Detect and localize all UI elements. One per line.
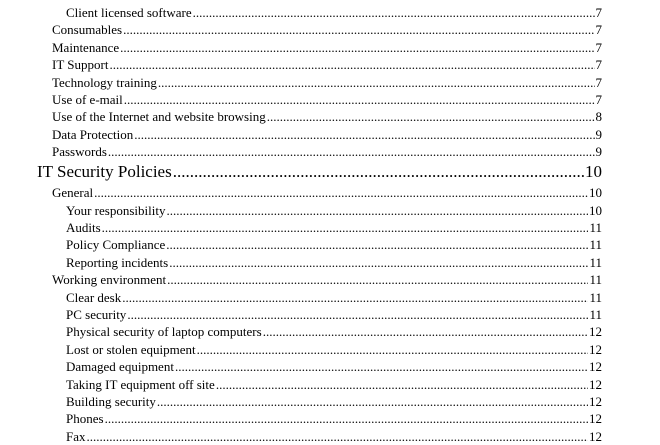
toc-page-number: 7	[595, 39, 602, 55]
toc-entry[interactable]	[52, 56, 602, 73]
toc-dot-leader	[158, 74, 595, 91]
toc-entry[interactable]	[52, 184, 602, 201]
toc-dot-leader	[169, 254, 588, 271]
toc-page-number: 7	[595, 92, 602, 107]
toc-dot-leader	[87, 428, 589, 445]
toc-dot-leader	[134, 126, 594, 143]
toc-dot-leader	[108, 143, 595, 160]
toc-page-number: 11	[589, 289, 602, 305]
toc-entry[interactable]	[66, 236, 602, 253]
toc-dot-leader	[166, 236, 588, 253]
toc-entry-title: Technology training	[52, 74, 157, 90]
toc-entry[interactable]	[52, 39, 602, 56]
toc-dot-leader	[157, 393, 588, 410]
toc-entry-title: Client licensed software	[66, 5, 192, 20]
toc-entry-title: Consumables	[52, 22, 123, 38]
toc-dot-leader	[175, 358, 588, 375]
toc-entry[interactable]	[52, 74, 602, 91]
toc-entry-title: Policy Compliance	[66, 237, 166, 253]
toc-page-number: 11	[589, 237, 602, 253]
toc-entry-title: IT Support	[52, 57, 109, 73]
toc-page-number: 11	[589, 219, 602, 235]
toc-page-number: 10	[589, 185, 602, 201]
toc-dot-leader	[102, 219, 589, 236]
toc-entry[interactable]	[66, 341, 602, 358]
toc-page-number: 7	[595, 74, 602, 90]
toc-dot-leader	[124, 91, 595, 108]
toc-entry-title: Building security	[66, 393, 156, 409]
toc-dot-leader	[105, 410, 588, 427]
toc-dot-leader	[127, 306, 588, 323]
toc-entry[interactable]	[52, 91, 602, 108]
toc-entry-title: Passwords	[52, 144, 107, 160]
toc-entry[interactable]	[66, 393, 602, 410]
toc-entry-title: Maintenance	[52, 39, 120, 55]
toc-entry-title: Use of e-mail	[52, 92, 123, 107]
toc-page-number: 12	[589, 376, 602, 392]
toc-entry[interactable]	[52, 271, 602, 288]
toc-entry-title: Data Protection	[52, 126, 134, 142]
toc-entry-title: Taking IT equipment off site	[66, 376, 215, 392]
toc-page-number: 7	[595, 22, 602, 38]
toc-page-number: 12	[589, 359, 602, 375]
toc-page-number: 12	[589, 324, 602, 340]
toc-entry[interactable]	[66, 358, 602, 375]
toc-dot-leader	[122, 289, 588, 306]
toc-entry[interactable]	[66, 202, 602, 219]
toc-entry[interactable]	[52, 108, 602, 125]
toc-entry[interactable]	[52, 21, 602, 38]
toc-dot-leader	[166, 202, 588, 219]
toc-dot-leader	[109, 56, 594, 73]
toc-entry-title: Fax	[66, 428, 86, 444]
toc-page-number: 11	[589, 306, 602, 322]
toc-dot-leader	[263, 323, 588, 340]
toc-dot-leader	[193, 4, 595, 21]
toc-page-number: 7	[595, 5, 602, 20]
toc-entry-title: General	[52, 185, 94, 201]
toc-page-number: 10	[585, 162, 602, 182]
toc-entry-title: Clear desk	[66, 289, 122, 305]
toc-page-number: 9	[595, 144, 602, 160]
toc-entry[interactable]	[66, 376, 602, 393]
toc-dot-leader	[197, 341, 588, 358]
toc-page-number: 9	[595, 126, 602, 142]
toc-entry-title: Audits	[66, 219, 101, 235]
toc-page-number: 12	[589, 411, 602, 427]
toc-entry[interactable]	[66, 254, 602, 271]
toc-entry[interactable]	[66, 4, 602, 21]
toc-dot-leader	[173, 162, 584, 182]
toc-entry[interactable]	[52, 126, 602, 143]
toc-entry-title: Phones	[66, 411, 104, 427]
toc-dot-leader	[267, 108, 595, 125]
toc-entry[interactable]	[66, 289, 602, 306]
toc-page-number: 7	[595, 57, 602, 73]
toc-entry-title: Lost or stolen equipment	[66, 341, 196, 357]
toc-page-number: 8	[595, 109, 602, 125]
toc-page-number: 11	[589, 254, 602, 270]
toc-page-number: 11	[589, 272, 602, 288]
toc-entry[interactable]	[66, 219, 602, 236]
toc-dot-leader	[167, 271, 588, 288]
toc-page-number: 12	[589, 428, 602, 444]
toc-section-heading[interactable]	[37, 162, 602, 182]
toc-dot-leader	[123, 21, 594, 38]
toc-entry-title: Your responsibility	[66, 202, 166, 218]
toc-dot-leader	[94, 184, 588, 201]
toc-entry-title: PC security	[66, 306, 127, 322]
toc-entry[interactable]	[66, 428, 602, 445]
toc-entry[interactable]	[66, 410, 602, 427]
toc-entry-title: Use of the Internet and website browsing	[52, 109, 266, 125]
toc-page-number: 12	[589, 393, 602, 409]
toc-entry-title: IT Security Policies	[37, 162, 172, 182]
toc-entry-title: Reporting incidents	[66, 254, 169, 270]
toc-dot-leader	[216, 376, 588, 393]
toc-entry-title: Damaged equipment	[66, 359, 174, 375]
toc-page-number: 10	[589, 202, 602, 218]
toc-entry[interactable]	[52, 143, 602, 160]
toc-entry[interactable]	[66, 323, 602, 340]
toc-entry[interactable]	[66, 306, 602, 323]
toc-entry-title: Physical security of laptop computers	[66, 324, 262, 340]
toc-page-number: 12	[589, 341, 602, 357]
toc-entry-title: Working environment	[52, 272, 167, 288]
toc-dot-leader	[120, 39, 594, 56]
